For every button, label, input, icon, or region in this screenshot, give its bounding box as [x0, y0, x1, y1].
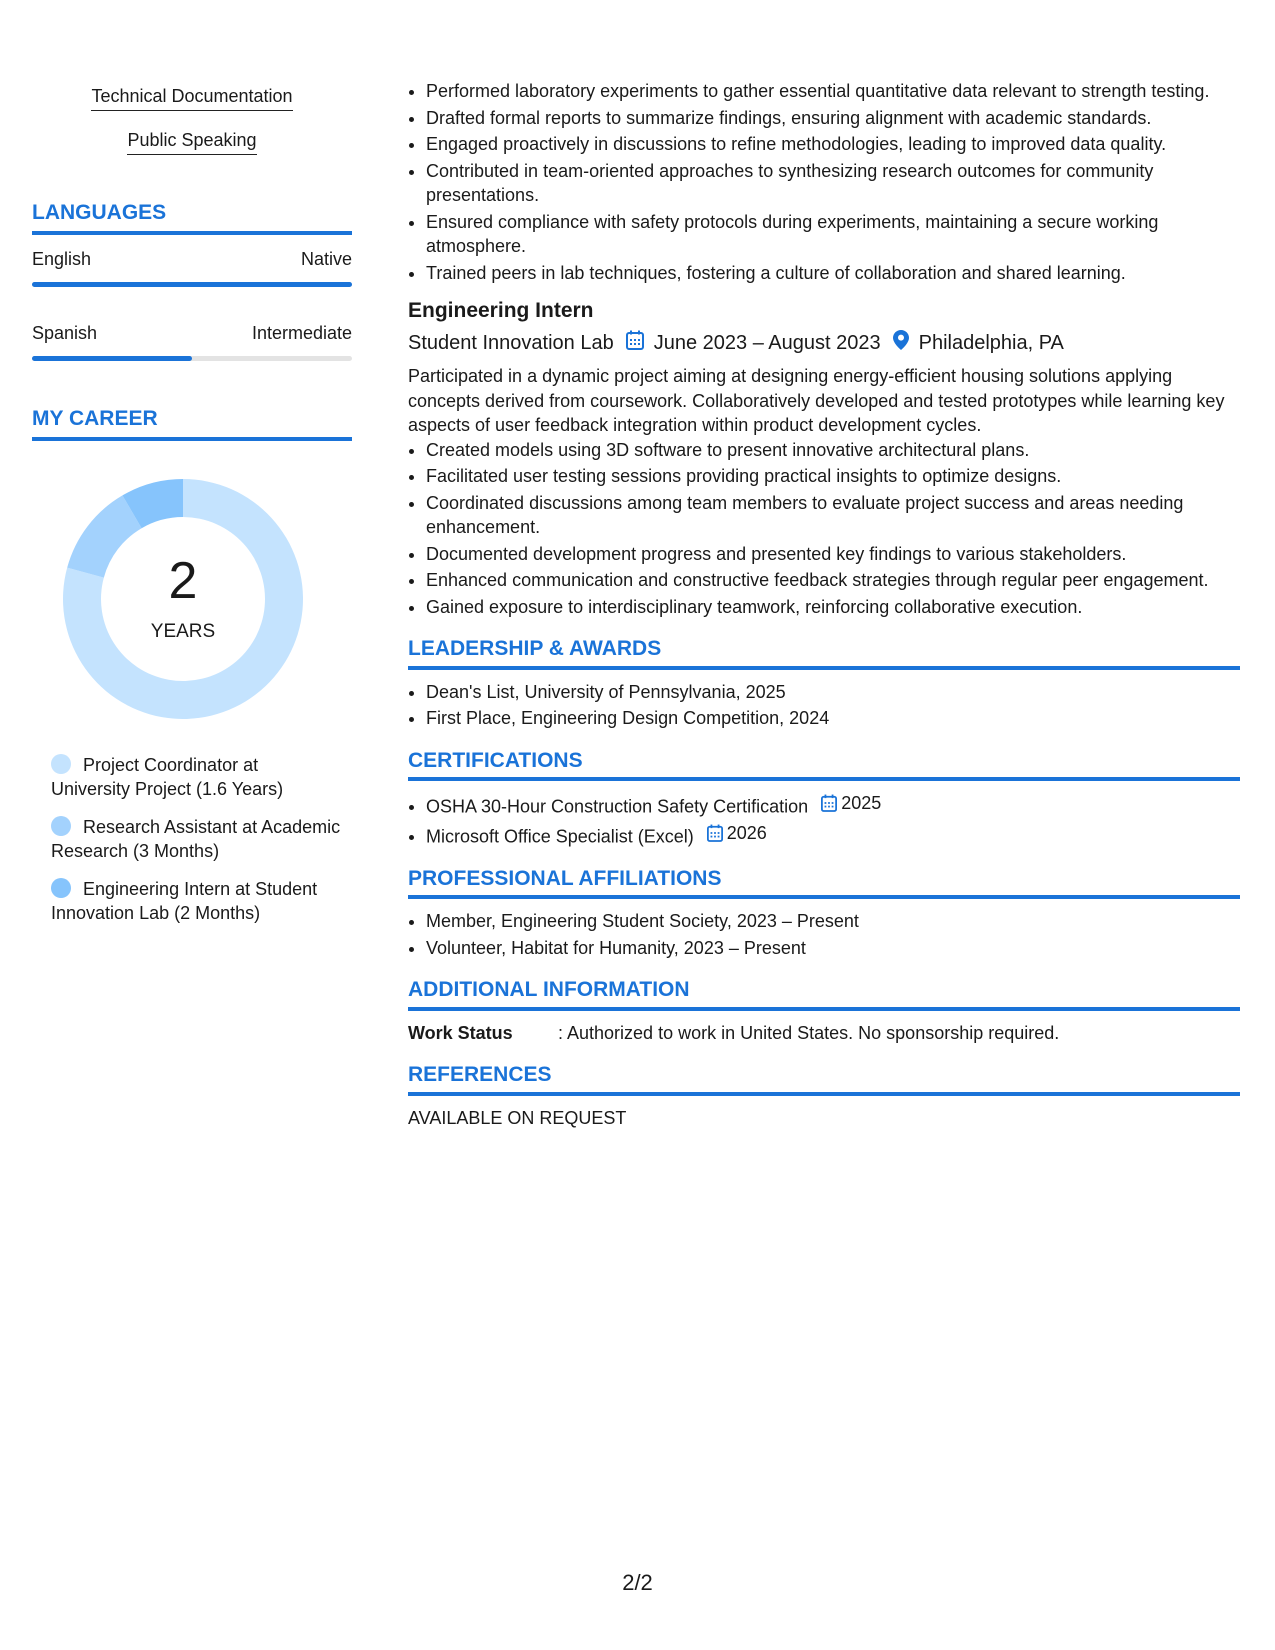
certification-item — [426, 791, 1240, 819]
affiliation-item: • Volunteer, Habitat for Humanity, 2023 – Present — [426, 936, 1240, 961]
calendar-icon — [707, 824, 723, 842]
location-pin-icon — [893, 330, 909, 357]
skill-item — [32, 130, 352, 155]
right-column — [408, 79, 1240, 1130]
job-company: Student Innovation Lab — [408, 331, 614, 354]
language-level: Native — [300, 249, 352, 269]
legend-label: Research Assistant at Academic Research (3 Months) — [51, 817, 341, 861]
job-meta — [408, 330, 1240, 357]
award-item: • Dean's List, University of Pennsylvania, 2025 — [426, 680, 1240, 705]
language-level: Intermediate — [251, 323, 352, 343]
legend-item — [51, 815, 341, 863]
skill-item — [32, 86, 352, 111]
legend-item — [51, 753, 341, 801]
language-name: Spanish — [32, 323, 98, 343]
job-description: Participated in a dynamic project aiming at designing energy-efficient housing solutions applying concepts derived from coursework. Collaboratively developed and tested prototypes while learning key aspects of user feedback integration within product development cycles. — [408, 366, 1225, 435]
award-item: • First Place, Engineering Design Competition, 2024 — [426, 706, 1240, 731]
leadership-heading: LEADERSHIP & AWARDS — [408, 637, 1240, 670]
skill-label: Technical Documentation — [91, 86, 292, 111]
legend-dot — [51, 878, 71, 898]
calendar-icon — [626, 330, 644, 357]
legend-dot — [51, 816, 71, 836]
work-status-row — [408, 1021, 1240, 1046]
legend-dot — [51, 754, 71, 774]
work-status-value: : Authorized to work in United States. No sponsorship required. — [558, 1022, 1060, 1043]
language-name: English — [32, 249, 92, 269]
certification-year: 2025 — [841, 793, 882, 813]
legend-label: Project Coordinator at University Project (1.6 Years) — [51, 755, 284, 799]
language-spanish — [32, 323, 352, 361]
bullet-item: • Documented development progress and presented key findings to various stakeholders. — [426, 542, 1240, 567]
certifications-list — [408, 791, 1240, 849]
career-total-unit: YEARS — [150, 621, 216, 642]
affiliations-list — [408, 909, 1240, 960]
affiliation-item: • Member, Engineering Student Society, 2023 – Present — [426, 909, 1240, 934]
references-text: AVAILABLE ON REQUEST — [408, 1107, 627, 1128]
language-bar — [32, 356, 352, 361]
language-bar-fill — [32, 356, 192, 361]
job-dates: June 2023 – August 2023 — [653, 331, 881, 354]
left-column — [32, 86, 352, 939]
career-heading: MY CAREER — [32, 407, 352, 441]
job-location: Philadelphia, PA — [918, 331, 1064, 354]
bullet-item: • Contributed in team-oriented approaches to synthesizing research outcomes for community presentations. — [426, 159, 1240, 208]
certification-year: 2026 — [726, 822, 767, 843]
career-legend — [51, 753, 341, 925]
certification-item — [426, 821, 1240, 849]
bullet-item: • Gained exposure to interdisciplinary teamwork, reinforcing collaborative execution. — [426, 595, 1240, 620]
bullet-item: • Engaged proactively in discussions to refine methodologies, leading to improved data quality. — [426, 132, 1240, 157]
languages-heading: LANGUAGES — [32, 201, 352, 235]
job-title: Engineering Intern — [408, 299, 594, 322]
experience-bullets — [408, 79, 1240, 285]
bullet-item: • Facilitated user testing sessions providing practical insights to optimize designs. — [426, 464, 1240, 489]
job-bullets — [408, 438, 1240, 620]
work-status-label: Work Status — [408, 1022, 513, 1043]
additional-info-heading: ADDITIONAL INFORMATION — [408, 978, 1240, 1011]
calendar-icon — [821, 794, 837, 812]
certification-name: Microsoft Office Specialist (Excel) — [426, 826, 694, 846]
skill-label: Public Speaking — [127, 130, 256, 155]
references-heading: REFERENCES — [408, 1063, 1240, 1096]
language-bar — [32, 282, 352, 287]
leadership-list — [408, 680, 1240, 731]
certifications-heading: CERTIFICATIONS — [408, 749, 1240, 782]
career-total-number: 2 — [168, 552, 198, 610]
bullet-item: • Performed laboratory experiments to gather essential quantitative data relevant to strength testing. — [426, 79, 1240, 104]
bullet-item: • Drafted formal reports to summarize findings, ensuring alignment with academic standards. — [426, 106, 1240, 131]
certification-name: OSHA 30-Hour Construction Safety Certification — [426, 796, 809, 817]
affiliations-heading: PROFESSIONAL AFFILIATIONS — [408, 867, 1240, 900]
language-english — [32, 249, 352, 287]
page-number: 2/2 — [622, 1570, 653, 1595]
bullet-item: • Trained peers in lab techniques, fostering a culture of collaboration and shared learning. — [426, 261, 1240, 286]
bullet-item: • Created models using 3D software to present innovative architectural plans. — [426, 438, 1240, 463]
career-donut-chart — [63, 479, 303, 719]
legend-label: Engineering Intern at Student Innovation Lab (2 Months) — [51, 879, 318, 923]
bullet-item: • Enhanced communication and constructive feedback strategies through regular peer engagement. — [426, 568, 1240, 593]
bullet-item: • Coordinated discussions among team members to evaluate project success and areas needing enhancement. — [426, 491, 1240, 540]
legend-item — [51, 877, 341, 925]
language-bar-fill — [32, 282, 352, 287]
bullet-item: • Ensured compliance with safety protocols during experiments, maintaining a secure working atmosphere. — [426, 210, 1240, 259]
